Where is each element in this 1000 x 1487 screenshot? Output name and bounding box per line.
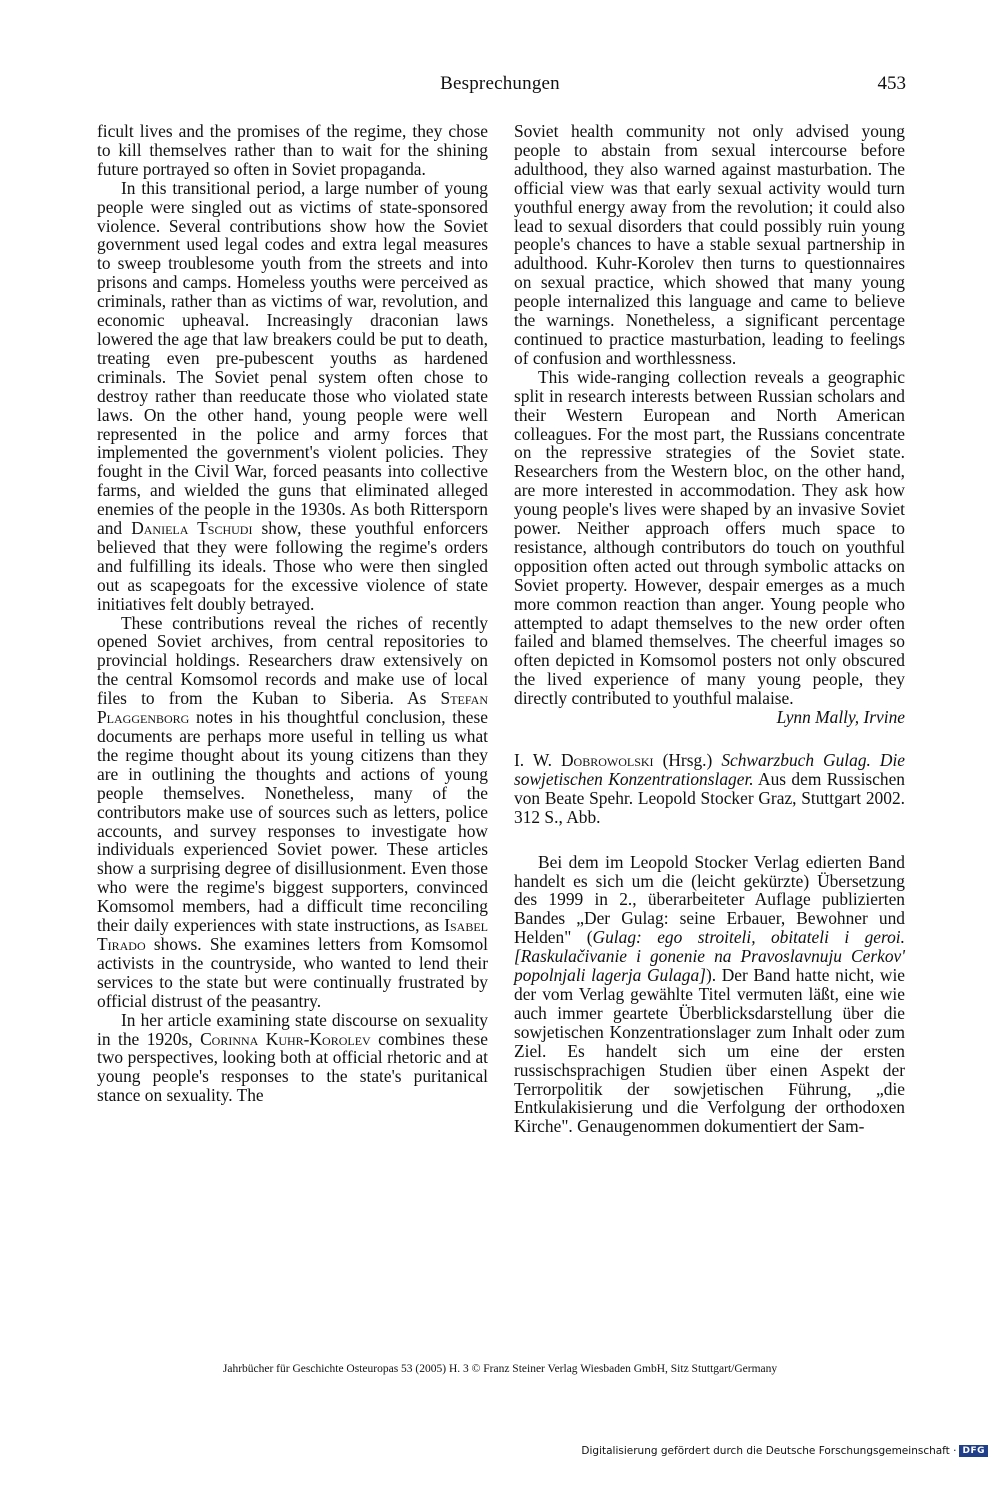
- review-bibliographic-heading: [514, 751, 905, 827]
- book-title: Schwarzbuch Gulag. Die sowjetischen Konzentrationslager.: [514, 750, 905, 789]
- dfg-logo: DFG: [959, 1445, 988, 1457]
- paragraph-text: notes in his thoughtful conclusion, these documents are perhaps more useful in telling us what the regime thought about its young citizens than they are in outlining the thoughts and actions of young people themselves. Nonetheless, many of the contributors make use of sources such as letters, police accounts, and survey responses to investigate how individuals experienced Soviet power. These articles show a surprising degree of disillusionment. Even those who were the regime's biggest supporters, convinced Komsomol members, had a difficult time reconciling their daily experiences with state instructions, as: [97, 707, 488, 936]
- paragraph: This wide-ranging collection reveals a geographic split in research interests between Russian scholars and their Western European and North American colleagues. For the most part, the Russians concentrate on the repressive strategies of the Soviet state. Researchers from the Western bloc, on the other hand, are more interested in accommodation. They ask how young people's lives were shaped by an invasive Soviet power. Neither approach offers much space to resistance, although contributors do touch on youthful opposition often acted out through symbolic attacks on Soviet property. However, despair emerges as a much more common reaction than anger. Young people who attempted to adapt themselves to the new order often failed and blamed themselves. The cheerful images so often depicted in Komsomol posters not only obscured the lived experience of many young people, they directly contributed to youthful malaise.: [514, 366, 905, 709]
- author-name: Corinna Kuhr-Korolev: [200, 1028, 371, 1049]
- paragraph-text: shows. She examines letters from Komsomol activists in the countryside, who wanted to lend their services to the state but were continually frustrated by official distrust of the peasantry.: [97, 933, 488, 1011]
- paragraph-text: Bei dem im Leopold Stocker Verlag edierten Band handelt es sich um die (leicht gekürzte) Übersetzung des 1999 in 2., überarbeiteter Auflage publizierten Bandes „Der Gulag: seine Erbauer, Bewohner und Helden" (: [514, 851, 905, 948]
- author-name: Daniela Tschudi: [131, 518, 253, 539]
- heading-text: (Hrsg.): [653, 750, 722, 770]
- paragraph-text: show, these youthful enforcers believed that they were following the regime's orders and fulfilling its ideals. Those who were then singled out as scapegoats for the excessive violence of state initiatives felt doubly betrayed.: [97, 518, 488, 614]
- running-header: Besprechungen: [440, 73, 560, 94]
- page-number: 453: [877, 73, 906, 94]
- right-column: [514, 122, 905, 1136]
- heading-text: Aus dem Russischen von Beate Spehr. Leopold Stocker Graz, Stuttgart 2002. 312 S., Abb.: [514, 768, 905, 827]
- paragraph: [97, 1011, 488, 1106]
- author-name: Isabel Tirado: [97, 915, 488, 954]
- author-name: Stefan Plaggenborg: [97, 688, 488, 728]
- paragraph: [514, 853, 905, 1137]
- editor-name: I. W. Dobrowolski: [514, 750, 654, 770]
- paragraph-text: combines these two perspectives, looking both at official rhetoric and at young people's responses to the state's puritanical stance on sexuality. The: [97, 1028, 489, 1106]
- digitization-notice: [581, 1445, 988, 1457]
- paragraph-text: In her article examining state discourse on sexuality in the 1920s,: [97, 1009, 488, 1049]
- left-column: [97, 122, 488, 1105]
- paragraph: [97, 614, 488, 1011]
- paragraph-text: These contributions reveal the riches of recently opened Soviet archives, from central repositories to provincial holdings. Researchers draw extensively on the central Komsomol records and make use of local files to from the Kuban to Siberia. As: [97, 612, 488, 709]
- paragraph-text: In this transitional period, a large number of young people were singled out as victims of state-sponsored violence. Several contributions show how the Soviet government used legal codes and extra legal measures to sweep troublesome youth from the streets and into prisons and camps. Homeless youths were perceived as criminals, rather than as victims of war, revolution, and economic upheaval. Increasingly draconian laws lowered the age that law breakers could be put to death, treating even pre-pubescent youths as hardened criminals. The Soviet penal system often chose to destroy rather than reeducate those who violated state laws. On the other hand, young people were well represented in the police and army forces that implemented the government's violent policies. They fought in the Civil War, forced peasants into collective farms, and wielded the guns that eliminated alleged enemies of the people in the 1930s. As both Rittersporn and: [97, 177, 488, 539]
- paragraph: ficult lives and the promises of the regime, they chose to kill themselves rather than to wait for the shining future portrayed so often in Soviet propaganda.: [97, 121, 488, 179]
- dfg-text: Digitalisierung gefördert durch die Deutsche Forschungsgemeinschaft ·: [581, 1445, 957, 1457]
- paragraph-text: ). Der Band hatte nicht, wie der vom Verlag gewählte Titel vermuten läßt, eine wie auch immer geartete Überblicksdarstellung über die sowjetischen Konzentrationslager zum Inhalt oder zum Ziel. Es handelt sich um eine der ersten russischsprachigen Studien über einen Aspekt der Terrorpolitik der sowjetischen Führung, „die Entkulakisierung und die Verfolgung der orthodoxen Kirche". Genaugenommen dokumentiert der Sam-: [514, 965, 906, 1137]
- review-signature: Lynn Mally, Irvine: [776, 707, 905, 728]
- russian-title: Gulag: ego stroiteli, obitateli i geroi. [Raskulačivanie i gonenie na Pravoslavnuju Cerkov' popolnjali lagerja Gulaga]: [514, 927, 905, 986]
- journal-footer: Jahrbücher für Geschichte Osteuropas 53 (2005) H. 3 © Franz Steiner Verlag Wiesbaden GmbH, Sitz Stuttgart/Germany: [222, 1363, 778, 1375]
- paragraph: Soviet health community not only advised young people to abstain from sexual intercourse before adulthood, they also warned against masturbation. The official view was that early sexual activity would turn youthful energy away from the revolution; it could also lead to sexual disorders that could possibly ruin young people's chances to have a stable sexual partnership in adulthood. Kuhr-Korolev then turns to questionnaires on sexual practice, which showed that many young people internalized this language and came to believe the warnings. Nonetheless, a significant percentage continued to practice masturbation, leading to feelings of confusion and worthlessness.: [514, 121, 905, 368]
- paragraph: [97, 179, 488, 614]
- spacer: [514, 827, 905, 853]
